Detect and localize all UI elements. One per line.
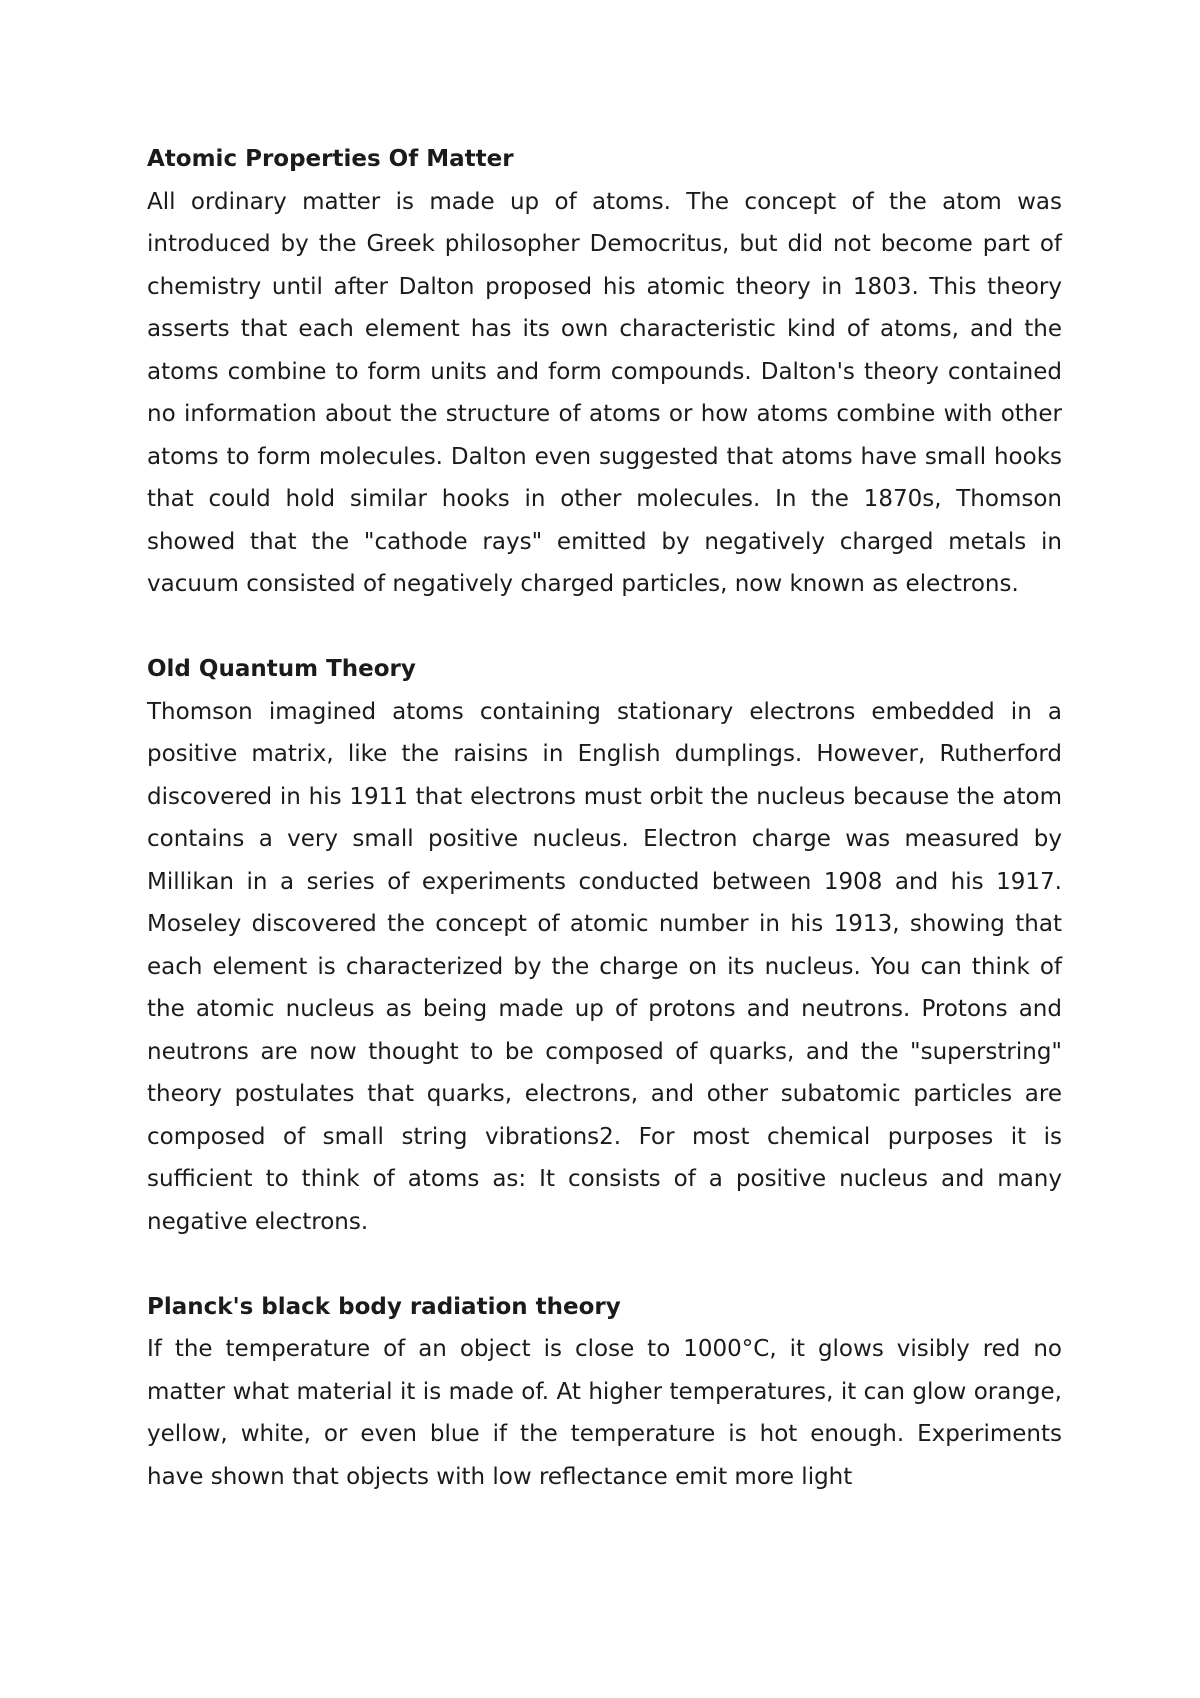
section-heading: Planck's black body radiation theory <box>147 1293 621 1320</box>
document-body <box>147 138 1062 1498</box>
section-black-body-radiation <box>147 1286 1062 1499</box>
section-atomic-properties <box>147 138 1062 606</box>
section-paragraph: Thomson imagined atoms containing stationary electrons embedded in a positive matrix, like the raisins in English dumplings. However, Rutherford discovered in his 1911 that electrons must orbit the nucleus because the atom contains a very small positive nucleus. Electron charge was measured by Millikan in a series of experiments conducted between 1908 and his 1917. Moseley discovered the concept of atomic number in his 1913, showing that each element is characterized by the charge on its nucleus. You can think of the atomic nucleus as being made up of protons and neutrons. Protons and neutrons are now thought to be composed of quarks, and the "superstring" theory postulates that quarks, electrons, and other subatomic particles are composed of small string vibrations2. For most chemical purposes it is sufficient to think of atoms as: It consists of a positive nucleus and many negative electrons. <box>147 698 1062 1235</box>
section-old-quantum-theory <box>147 648 1062 1243</box>
section-heading: Atomic Properties Of Matter <box>147 146 514 172</box>
section-paragraph: If the temperature of an object is close to 1000°C, it glows visibly red no matter what material it is made of. At higher temperatures, it can glow orange, yellow, white, or even blue if the temperature is hot enough. Experiments have shown that objects with low reflectance emit more light <box>147 1336 1062 1490</box>
section-heading: Old Quantum Theory <box>147 656 416 682</box>
section-paragraph: All ordinary matter is made up of atoms. The concept of the atom was introduced by the Greek philosopher Democritus, but did not become part of chemistry until after Dalton proposed his atomic theory in 1803. This theory asserts that each element has its own characteristic kind of atoms, and the atoms combine to form units and form compounds. Dalton's theory contained no information about the structure of atoms or how atoms combine with other atoms to form molecules. Dalton even suggested that atoms have small hooks that could hold similar hooks in other molecules. In the 1870s, Thomson showed that the "cathode rays" emitted by negatively charged metals in vacuum consisted of negatively charged particles, now known as electrons. <box>147 188 1062 597</box>
